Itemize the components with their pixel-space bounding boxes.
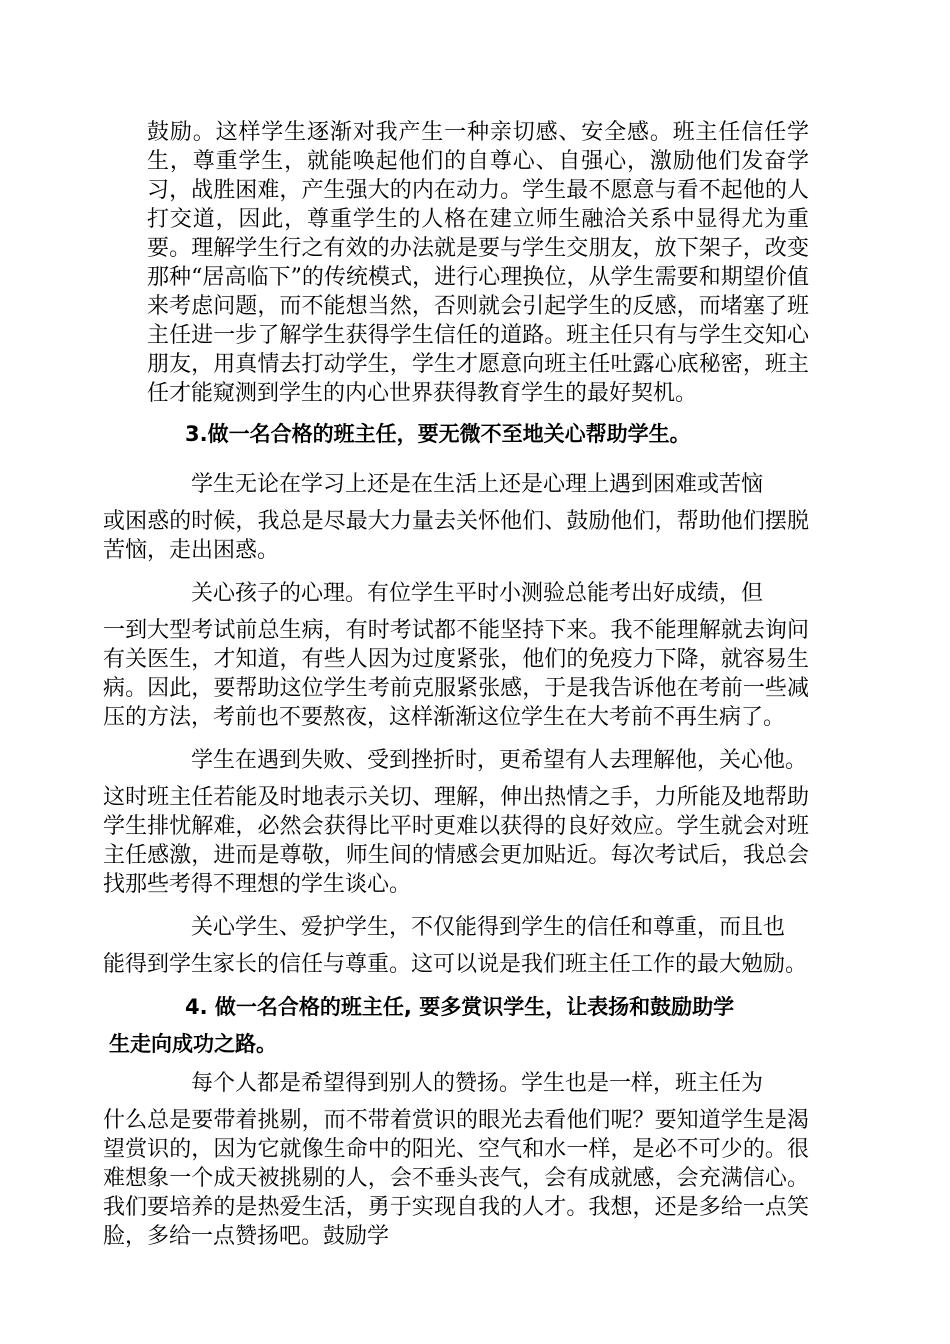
paragraph-continuation: 能得到学生家长的信任与尊重。这可以说是我们班主任工作的最大勉励。 — [103, 952, 808, 977]
paragraph-continuation: 这时班主任若能及时地表示关切、理解，伸出热情之手，力所能及地帮助学生排忧解难，必然会获得比平时更难以获得的良好效应。学生就会对班主任感激，进而是尊敬，师生间的情感会更加贴近。每次考试后，我总会找那些考得不理想的学生谈心。 — [103, 785, 809, 897]
paragraph-first-line: 关心学生、爱护学生，不仅能得到学生的信任和尊重，而且也 — [191, 915, 786, 940]
paragraph-respect-students: 鼓励。这样学生逐渐对我产生一种亲切感、安全感。班主任信任学生，尊重学生，就能唤起他们的自尊心、自强心，激励他们发奋学习，战胜困难，产生强大的内在动力。学生最不愿意与看不起他的人打交道，因此，尊重学生的人格在建立师生融洽关系中显得尤为重要。理解学生行之有效的办法就是要与学生交朋友，放下架子，改变那种“居高临下”的传统模式，进行心理换位，从学生需要和期望价值来考虑问题，而不能想当然，否则就会引起学生的反感，而堵塞了班主任进一步了解学生获得学生信任的道路。班主任只有与学生交知心朋友，用真情去打动学生，学生才愿意向班主任吐露心底秘密，班主任才能窥测到学生的内心世界获得教育学生的最好契机。 — [147, 120, 809, 406]
section-heading-4 — [109, 993, 809, 1059]
paragraph-failure-support — [103, 746, 809, 899]
paragraph-first-line: 学生在遇到失败、受到挫折时，更希望有人去理解他，关心他。 — [191, 748, 808, 773]
paragraph-continuation: 什么总是要带着挑剔，而不带着赏识的眼光去看他们呢？要知道学生是渴望赏识的，因为它就像生命中的阳光、空气和水一样，是必不可少的。很难想象一个成天被挑剔的人，会不垂头丧气，会有成就感，会充满信心。我们要培养的是热爱生活，勇于实现自我的人才。我想，还是多给一点笑脸，多给一点赞扬吧。鼓励学 — [103, 1108, 809, 1249]
document-page — [103, 118, 809, 1251]
heading-first-line: 4. 做一名合格的班主任, 要多赏识学生，让表扬和鼓励助学 — [185, 995, 735, 1019]
paragraph-first-line: 学生无论在学习上还是在生活上还是心理上遇到困难或苦恼 — [191, 472, 764, 497]
paragraph-continuation: 一到大型考试前总生病，有时考试都不能坚持下来。我不能理解就去询问有关医生，才知道，有些人因为过度紧张，他们的免疫力下降，就容易生病。因此，要帮助这位学生考前克服紧张感，于是我告诉他在考前一些减压的方法，考前也不要熬夜，这样渐渐这位学生在大考前不再生病了。 — [103, 618, 809, 730]
section-heading-3: 3.做一名合格的班主任，要无微不至地关心帮助学生。 — [185, 422, 691, 446]
paragraph-first-line: 每个人都是希望得到别人的赞扬。学生也是一样，班主任为 — [191, 1071, 764, 1096]
paragraph-first-line: 关心孩子的心理。有位学生平时小测验总能考出好成绩，但 — [191, 581, 764, 606]
heading-continuation: 生走向成功之路。 — [109, 1032, 277, 1056]
paragraph-psychology — [103, 579, 809, 732]
paragraph-care-students — [103, 470, 809, 565]
paragraph-continuation: 或困惑的时候，我总是尽最大力量去关怀他们、鼓励他们，帮助他们摆脱苦恼，走出困惑。 — [103, 509, 809, 563]
paragraph-appreciation — [103, 1069, 809, 1251]
paragraph-parent-trust — [103, 913, 809, 979]
